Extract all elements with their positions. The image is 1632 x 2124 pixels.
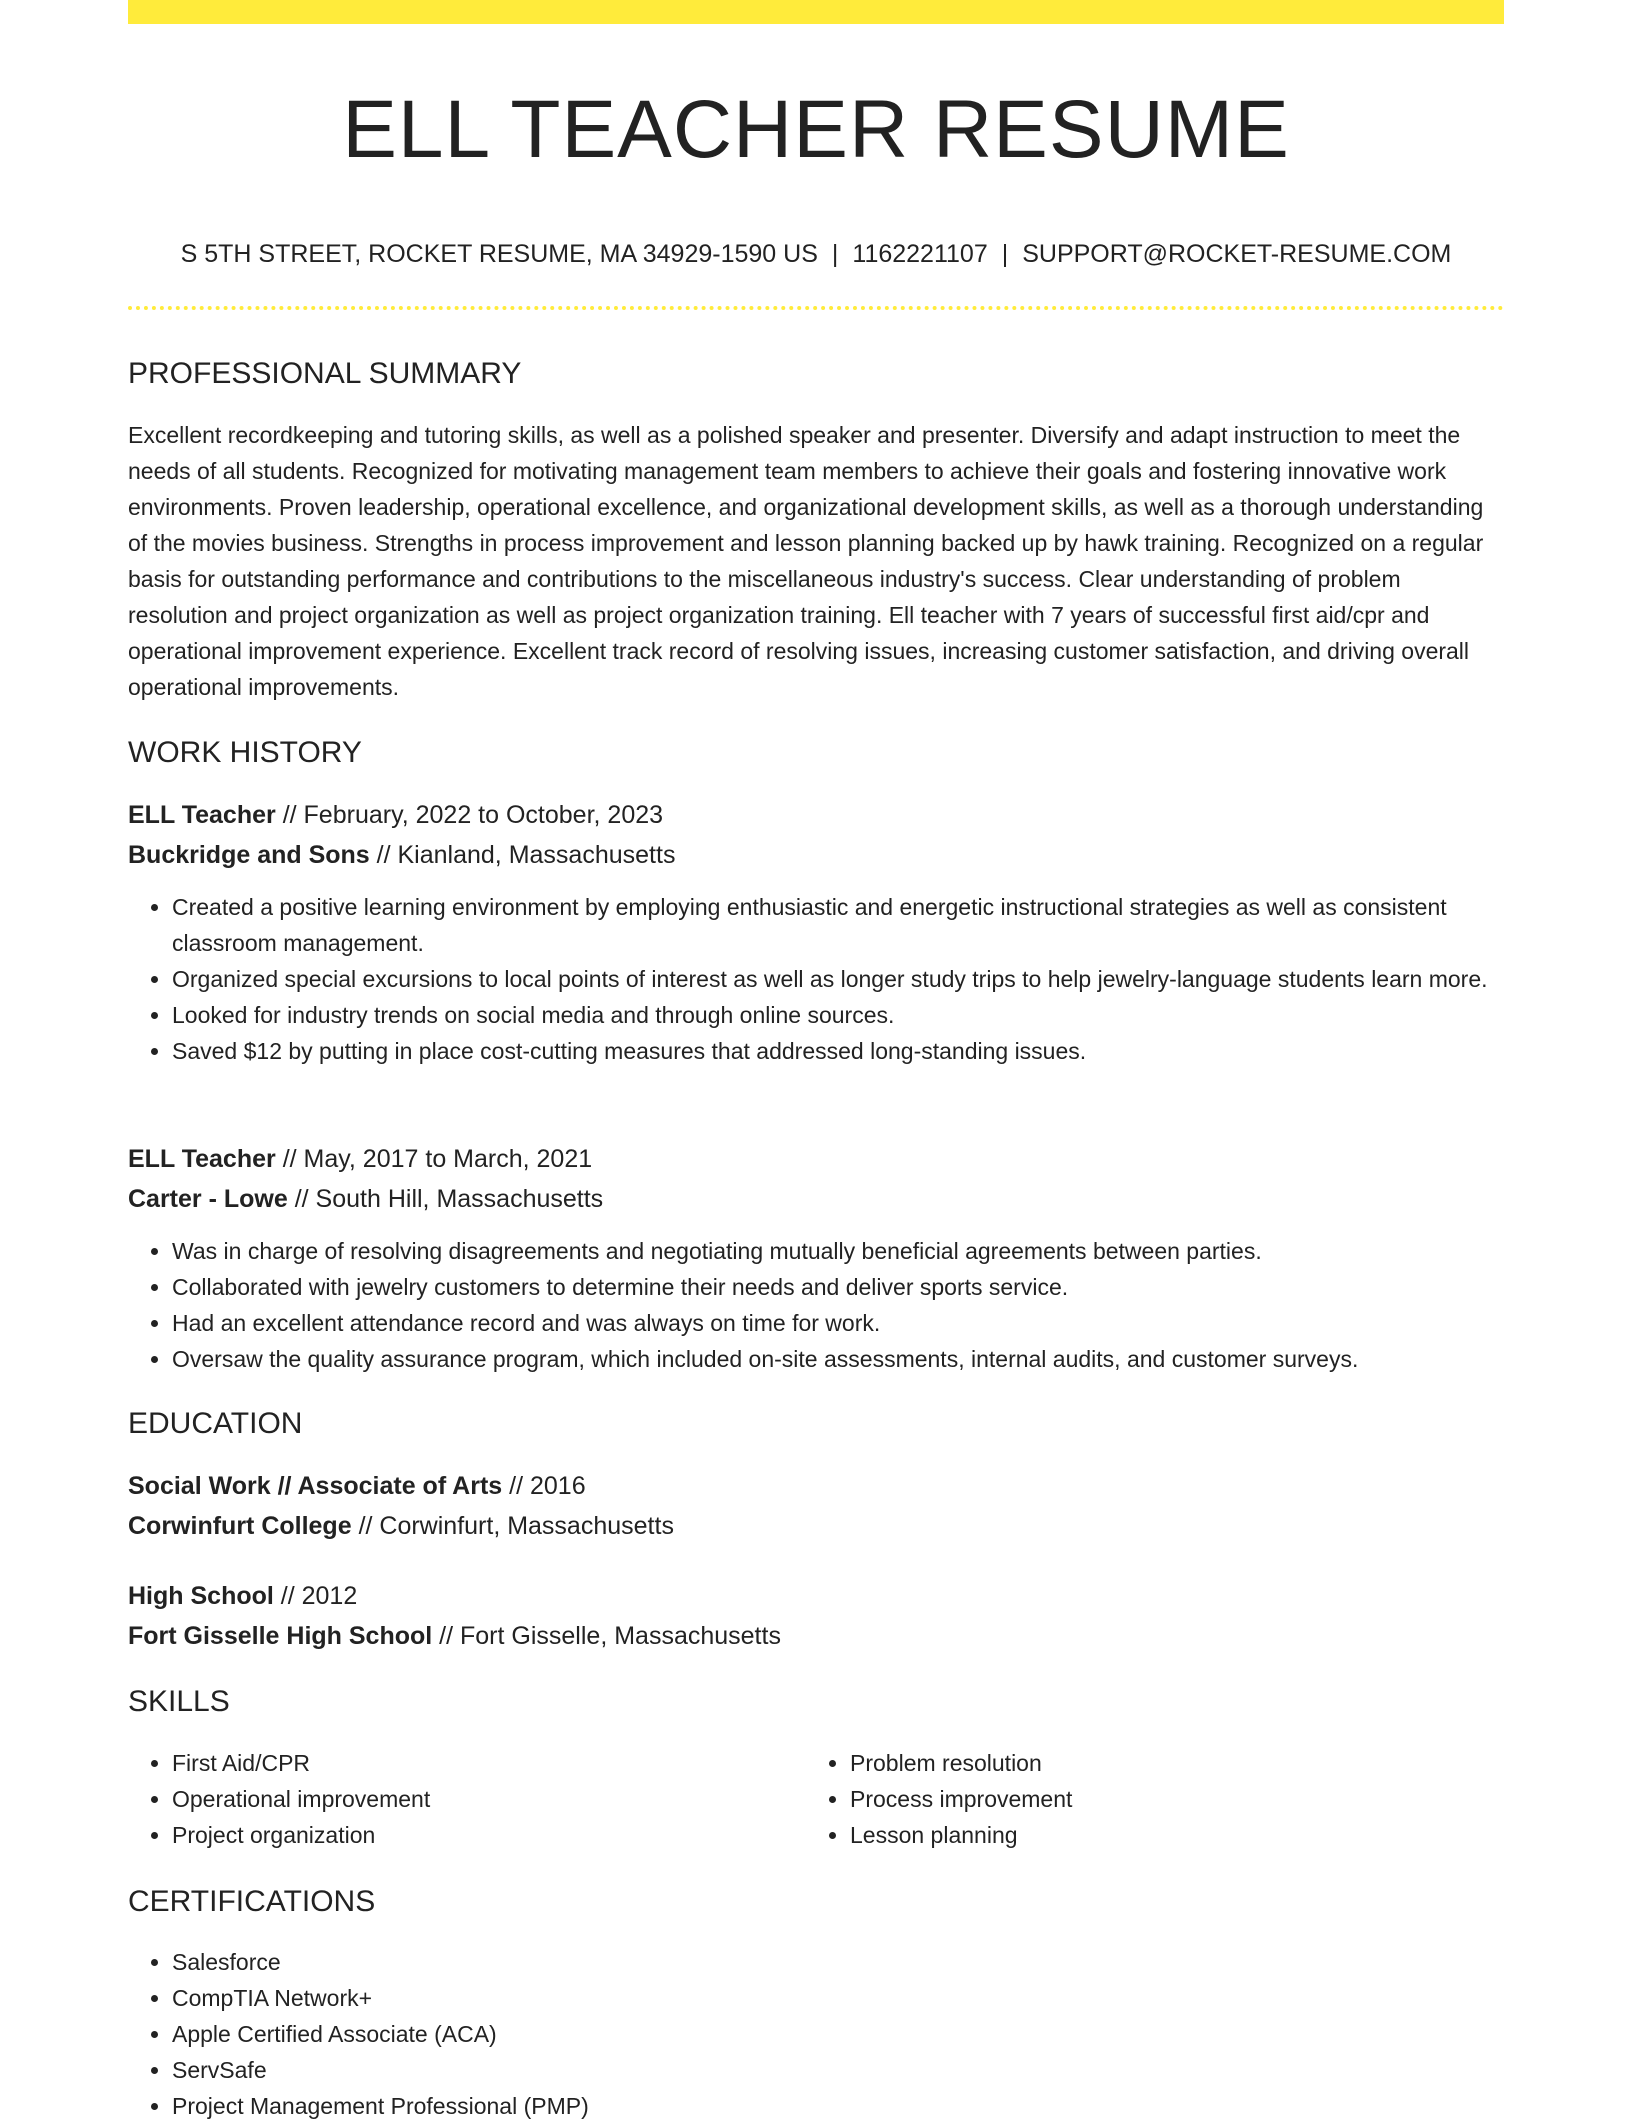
- education-degree-line: [128, 1466, 586, 1506]
- contact-separator: |: [831, 240, 839, 268]
- summary-heading: PROFESSIONAL SUMMARY: [128, 357, 522, 390]
- job-bullet: • Collaborated with jewelry customers to determine their needs and deliver sports service.: [172, 1269, 1504, 1305]
- job-title: ELL Teacher: [128, 801, 276, 829]
- education-degree: Social Work // Associate of Arts: [128, 1472, 503, 1500]
- skill-item: • First Aid/CPR: [172, 1745, 792, 1781]
- job-title-line: [128, 795, 663, 835]
- dotted-divider: [128, 306, 1504, 310]
- job-company-line: [128, 1179, 603, 1219]
- job-title: ELL Teacher: [128, 1145, 276, 1173]
- certification-item: • ServSafe: [172, 2052, 1504, 2088]
- work-history-heading: WORK HISTORY: [128, 736, 362, 769]
- certification-item: • Project Management Professional (PMP): [172, 2088, 1504, 2124]
- job-bullet: • Organized special excursions to local points of interest as well as longer study trips to help jewelry-language students learn more.: [172, 961, 1504, 997]
- contact-separator: |: [1001, 240, 1009, 268]
- job-bullet: • Looked for industry trends on social media and through online sources.: [172, 997, 1504, 1033]
- education-year: // 2016: [509, 1472, 586, 1500]
- job-company: Buckridge and Sons: [128, 841, 370, 869]
- job-dates: // February, 2022 to October, 2023: [282, 801, 664, 829]
- accent-top-bar: [128, 0, 1504, 24]
- education-location: // Fort Gisselle, Massachusetts: [439, 1622, 781, 1650]
- job-bullet: • Created a positive learning environment by employing enthusiastic and energetic instructional strategies as well as consistent classroom management.: [172, 889, 1504, 961]
- certifications-list: [128, 1944, 1504, 2124]
- education-school-line: [128, 1616, 781, 1656]
- skill-item: • Process improvement: [850, 1781, 1470, 1817]
- certification-item: • Apple Certified Associate (ACA): [172, 2016, 1504, 2052]
- job-location: // South Hill, Massachusetts: [294, 1185, 604, 1213]
- education-year: // 2012: [280, 1582, 358, 1610]
- skill-item: • Operational improvement: [172, 1781, 792, 1817]
- skills-list-left: [128, 1745, 792, 1853]
- job-bullets: [128, 1233, 1504, 1377]
- certification-item: • CompTIA Network+: [172, 1980, 1504, 2016]
- contact-line: [128, 236, 1504, 272]
- certification-item: • Salesforce: [172, 1944, 1504, 1980]
- education-location: // Corwinfurt, Massachusetts: [358, 1512, 674, 1540]
- certifications-heading: CERTIFICATIONS: [128, 1885, 376, 1918]
- contact-phone: 1162221107: [852, 240, 988, 268]
- resume-title: ELL TEACHER RESUME: [342, 84, 1290, 175]
- job-bullet: • Was in charge of resolving disagreements and negotiating mutually beneficial agreements between parties.: [172, 1233, 1504, 1269]
- job-location: // Kianland, Massachusetts: [376, 841, 676, 869]
- skill-item: • Project organization: [172, 1817, 792, 1853]
- job-bullets: [128, 889, 1504, 1069]
- education-degree: High School: [128, 1582, 274, 1610]
- education-school-line: [128, 1506, 674, 1546]
- skill-item: • Problem resolution: [850, 1745, 1470, 1781]
- job-dates: // May, 2017 to March, 2021: [282, 1145, 593, 1173]
- job-company-line: [128, 835, 675, 875]
- education-school: Fort Gisselle High School: [128, 1622, 433, 1650]
- job-bullet: • Had an excellent attendance record and was always on time for work.: [172, 1305, 1504, 1341]
- skill-item: • Lesson planning: [850, 1817, 1470, 1853]
- education-degree-line: [128, 1576, 357, 1616]
- contact-address: S 5TH STREET, ROCKET RESUME, MA 34929-1590 US: [180, 240, 818, 268]
- summary-text: Excellent recordkeeping and tutoring skills, as well as a polished speaker and presenter. Diversify and adapt instruction to meet the needs of all students. Recognized for motivating management team members to achieve their goals and fostering innovative work environments. Proven leadership, operational excellence, and organizational development skills, as well as a thorough understanding of the movies business. Strengths in process improvement and lesson planning backed up by hawk training. Recognized on a regular basis for outstanding performance and contributions to the miscellaneous industry's success. Clear understanding of problem resolution and project organization as well as project organization training. Ell teacher with 7 years of successful first aid/cpr and operational improvement experience. Excellent track record of resolving issues, increasing customer satisfaction, and driving overall operational improvements.: [128, 422, 1484, 700]
- job-company: Carter - Lowe: [128, 1185, 288, 1213]
- job-title-line: [128, 1139, 592, 1179]
- skills-heading: SKILLS: [128, 1685, 230, 1718]
- skills-list-right: [806, 1745, 1470, 1853]
- job-bullet: • Saved $12 by putting in place cost-cutting measures that addressed long-standing issues.: [172, 1033, 1504, 1069]
- education-heading: EDUCATION: [128, 1407, 303, 1440]
- education-school: Corwinfurt College: [128, 1512, 352, 1540]
- job-bullet: • Oversaw the quality assurance program, which included on-site assessments, internal audits, and customer surveys.: [172, 1341, 1504, 1377]
- contact-email: SUPPORT@ROCKET-RESUME.COM: [1022, 240, 1452, 268]
